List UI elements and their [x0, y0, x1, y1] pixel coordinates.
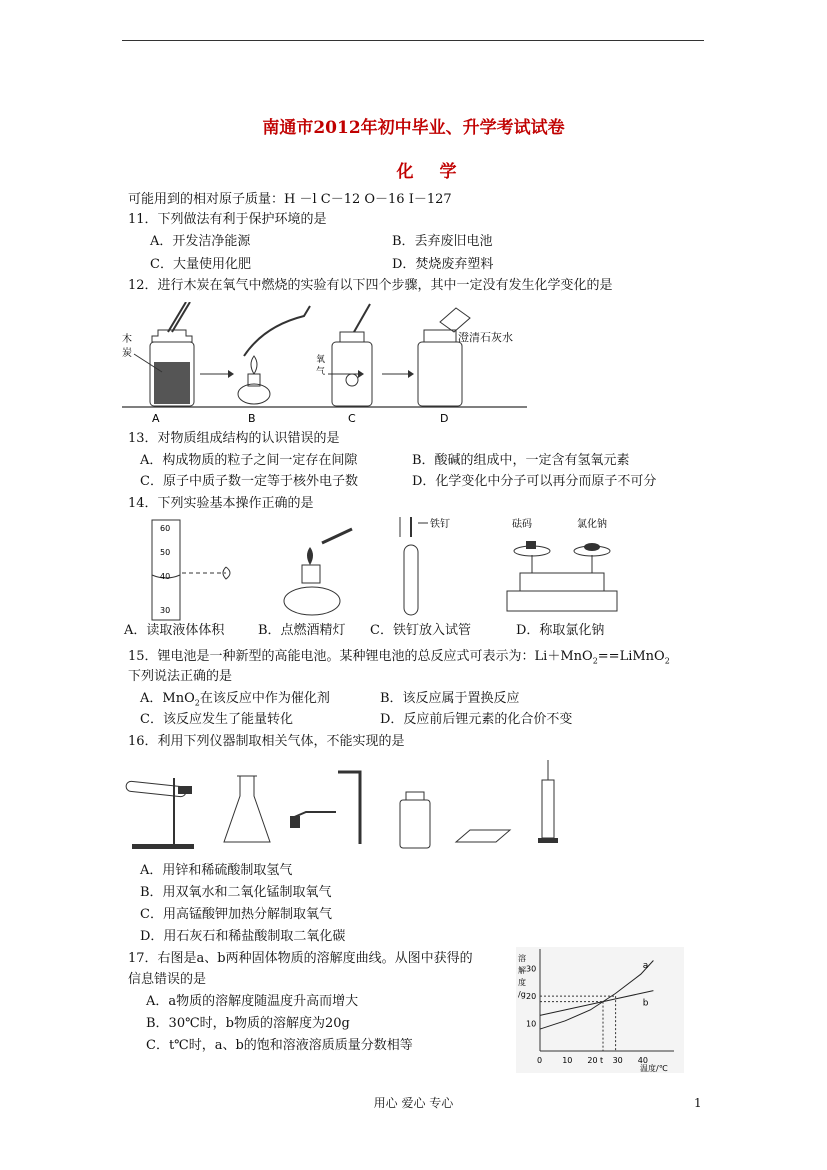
q11-option-d: D．焚烧废弃塑料: [392, 257, 494, 272]
label-oxygen-1: 氧: [316, 355, 326, 365]
label-weight: 砝码: [512, 519, 532, 530]
q12-stem: 12．进行木炭在氧气中燃烧的实验有以下四个步骤，其中一定没有发生化学变化的是: [128, 278, 613, 293]
x-tick-label: 10: [562, 1056, 573, 1065]
q14-option-c: C．铁钉放入试管: [370, 623, 471, 638]
q15-a-sub: 2: [194, 698, 200, 708]
x-tick-label: 20: [587, 1056, 598, 1065]
q15-option-b: B．该反应属于置换反应: [380, 691, 520, 706]
q17-option-b: B．30℃时，b物质的溶解度为20g: [146, 1016, 350, 1031]
ylabel-3: 度: [518, 978, 526, 987]
q11-option-c: C．大量使用化肥: [150, 257, 251, 272]
q13-stem: 13．对物质组成结构的认识错误的是: [128, 431, 340, 446]
q15-stem-mid: ==LiMnO: [597, 649, 665, 664]
y-tick-label: 10: [526, 1019, 537, 1029]
scale-30: 30: [160, 606, 171, 615]
ylabel-2: 解: [518, 966, 526, 975]
q13-option-d: D．化学变化中分子可以再分而原子不可分: [412, 474, 657, 489]
y-tick-label: 30: [526, 964, 537, 974]
q11-option-a: A．开发洁净能源: [150, 234, 251, 249]
fig12-label-a: A: [152, 412, 160, 425]
q15-stem-2: 下列说法正确的是: [128, 669, 233, 684]
fig12-label-b: B: [248, 412, 256, 425]
q15-option-d: D．反应前后锂元素的化合价不变: [380, 712, 573, 727]
q16-option-d: D．用石灰石和稀盐酸制取二氧化碳: [140, 929, 346, 944]
q17-option-c: C．t℃时，a、b的饱和溶液溶质质量分数相等: [146, 1038, 413, 1053]
q15-option-c: C．该反应发生了能量转化: [140, 712, 293, 727]
q16-option-a: A．用锌和稀硫酸制取氢气: [140, 863, 293, 878]
q14-stem: 14．下列实验基本操作正确的是: [128, 496, 314, 511]
series-label-b: b: [642, 998, 649, 1009]
label-charcoal-1: 木: [122, 334, 132, 345]
q16-figure: [122, 760, 582, 852]
series-label-a: a: [642, 961, 649, 972]
page-number: 1: [694, 1096, 702, 1110]
scale-40: 40: [160, 572, 171, 581]
x-tick-label: t: [600, 1056, 604, 1065]
fig12-label-c: C: [348, 412, 356, 425]
q16-stem: 16．利用下列仪器制取相关气体，不能实现的是: [128, 734, 405, 749]
label-oxygen-2: 气: [316, 367, 326, 377]
ylabel-4: /g: [518, 990, 526, 999]
q17-option-a: A．a物质的溶解度随温度升高而增大: [146, 994, 359, 1009]
q16-option-b: B．用双氧水和二氧化锰制取氧气: [140, 885, 332, 900]
q11-option-b: B．丢弃废旧电池: [392, 234, 493, 249]
subject-title: 化学: [396, 162, 483, 182]
q16-option-c: C．用高锰酸钾加热分解制取氧气: [140, 907, 332, 922]
q15-sub-1: 2: [592, 656, 598, 666]
q13-option-b: B．酸碱的组成中，一定含有氢氧元素: [412, 453, 630, 468]
q11-stem: 11．下列做法有利于保护环境的是: [128, 212, 327, 227]
scale-50: 50: [160, 548, 171, 557]
chart-xlabel: 温度/℃: [640, 1064, 668, 1073]
q15-sub-2: 2: [664, 656, 670, 666]
intro-line: 可能用到的相对原子质量：H －l C－12 O－16 I－127: [128, 192, 452, 207]
limewater-label: 澄清石灰水: [458, 331, 513, 344]
q15-option-a: [140, 690, 330, 713]
label-nacl: 氯化钠: [577, 519, 607, 530]
x-tick-label: 40: [637, 1056, 648, 1065]
q15-a-pre: A．MnO: [140, 691, 195, 706]
fig12-label-d: D: [440, 412, 449, 425]
q15-a-post: 在该反应中作为催化剂: [199, 691, 330, 706]
label-charcoal-2: 炭: [122, 348, 132, 359]
q15-stem-pre: 15．锂电池是一种新型的高能电池。某种锂电池的总反应式可表示为：Li＋MnO: [128, 649, 593, 664]
header-rule: [122, 40, 704, 41]
q12-figure: [122, 302, 527, 426]
solubility-chart: [516, 947, 684, 1073]
q17-stem-1: 17．右图是a、b两种固体物质的溶解度曲线。从图中获得的: [128, 951, 473, 966]
footer-motto: 用心 爱心 专心: [373, 1096, 454, 1110]
scale-60: 60: [160, 524, 171, 533]
q14-figure: [122, 515, 642, 623]
q14-option-a: A．读取液体体积: [124, 623, 225, 638]
ylabel-1: 溶: [518, 954, 526, 963]
y-tick-label: 20: [526, 992, 537, 1002]
page-title: 南通市2012年初中毕业、升学考试试卷: [262, 118, 565, 138]
q14-option-d: D．称取氯化钠: [516, 623, 605, 638]
x-tick-label: 30: [612, 1056, 623, 1065]
q13-option-a: A．构成物质的粒子之间一定存在间隙: [140, 453, 358, 468]
q13-option-c: C．原子中质子数一定等于核外电子数: [140, 474, 358, 489]
x-tick-label: 0: [537, 1056, 543, 1065]
q14-option-b: B．点燃酒精灯: [258, 623, 346, 638]
q17-stem-2: 信息错误的是: [128, 972, 207, 987]
label-nail: 铁钉: [430, 519, 450, 530]
